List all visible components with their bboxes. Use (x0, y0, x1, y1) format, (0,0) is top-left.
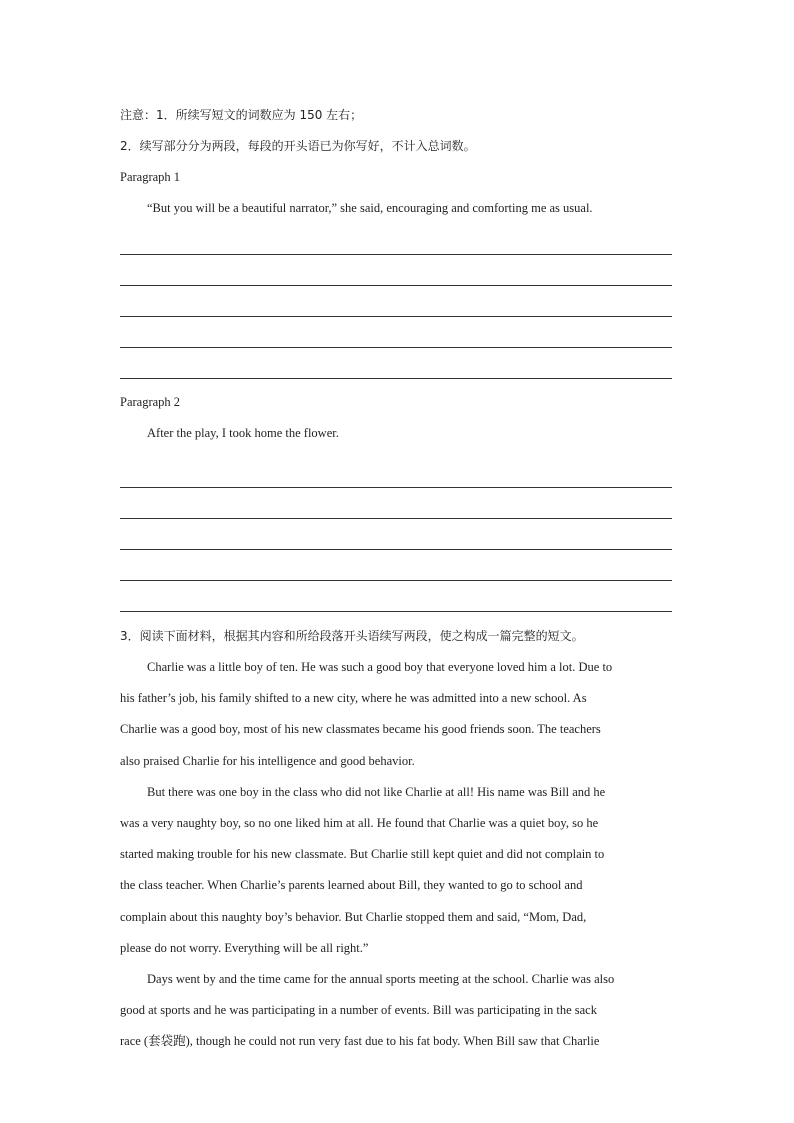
question-3-instruction: 3．阅读下面材料，根据其内容和所给段落开头语续写两段，使之构成一篇完整的短文。 (120, 629, 584, 643)
writing-line[interactable] (120, 286, 672, 317)
passage-line: Charlie was a good boy, most of his new classmates became his good friends soon. The teachers (120, 722, 601, 737)
passage-line: was a very naughty boy, so no one liked him at all. He found that Charlie was a quiet boy, so he (120, 815, 599, 830)
document-page (120, 100, 672, 1057)
writing-line[interactable] (120, 550, 672, 581)
note-1: 注意：1．所续写短文的词数应为 150 左右； (120, 108, 363, 122)
passage-line: started making trouble for his new classmate. But Charlie still kept quiet and did not complain to (120, 847, 605, 862)
paragraph-1-label: Paragraph 1 (120, 170, 181, 184)
passage-line: also praised Charlie for his intelligence and good behavior. (120, 753, 415, 768)
passage-line: race (套袋跑), though he could not run very fast due to his fat body. When Bill saw that Charlie (120, 1034, 600, 1049)
writing-line[interactable] (120, 224, 672, 255)
writing-line[interactable] (120, 488, 672, 519)
paragraph-1-opening: “But you will be a beautiful narrator,” she said, encouraging and comforting me as usual. (147, 201, 593, 215)
writing-line[interactable] (120, 449, 672, 488)
passage-line: good at sports and he was participating in a number of events. Bill was participating in the sack (120, 1003, 597, 1018)
paragraph-1-writing-area[interactable] (120, 224, 672, 379)
passage-line: the class teacher. When Charlie’s parents learned about Bill, they wanted to go to school and (120, 878, 583, 893)
passage-line: complain about this naughty boy’s behavior. But Charlie stopped them and said, “Mom, Dad, (120, 909, 587, 924)
passage-line: Days went by and the time came for the annual sports meeting at the school. Charlie was also (147, 971, 615, 986)
writing-line[interactable] (120, 348, 672, 379)
paragraph-2-opening: After the play, I took home the flower. (147, 426, 339, 440)
passage-line: Charlie was a little boy of ten. He was such a good boy that everyone loved him a lot. Due to (147, 660, 613, 674)
reading-passage (120, 652, 672, 1057)
paragraph-2-writing-area[interactable] (120, 449, 672, 612)
writing-line[interactable] (120, 317, 672, 348)
paragraph-2-label: Paragraph 2 (120, 395, 181, 409)
passage-line: please do not worry. Everything will be all right.” (120, 940, 369, 955)
passage-line: But there was one boy in the class who did not like Charlie at all! His name was Bill and he (147, 784, 606, 799)
writing-line[interactable] (120, 581, 672, 612)
passage-line: his father’s job, his family shifted to a new city, where he was admitted into a new school. As (120, 691, 587, 706)
writing-line[interactable] (120, 255, 672, 286)
writing-line[interactable] (120, 519, 672, 550)
note-2: 2．续写部分分为两段，每段的开头语已为你写好，不计入总词数。 (120, 139, 476, 153)
